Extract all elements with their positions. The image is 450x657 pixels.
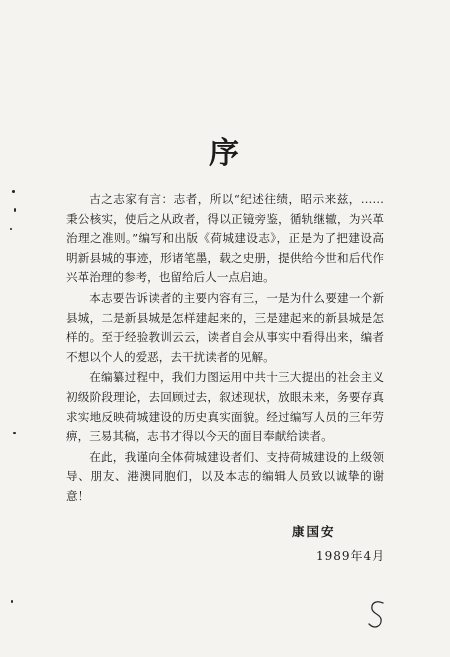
paragraph-4: 在此，我谨向全体荷城建设者们、支持荷城建设的上级领导、朋友、港澳同胞们，以及本志的编辑人员致以诚挚的谢意！ [66, 449, 384, 503]
scan-speck [12, 190, 15, 193]
scan-speck [11, 600, 13, 603]
author-name: 康国安 [292, 524, 336, 539]
scan-speck [10, 228, 12, 230]
signature-date: 1989年4月 [316, 549, 386, 563]
page-title: 序 [209, 136, 241, 171]
scan-speck [13, 432, 16, 434]
paragraph-3: 在编纂过程中，我们力图运用中共十三大提出的社会主义初级阶段理论，去回顾过去，叙述现状，放眼未来，务要存真求实地反映荷城建设的历史真实面貌。经过编写人员的三年劳痹，三易其稿，志书才得以今天的面目奉献给读者。 [66, 370, 384, 444]
paragraph-2: 本志要告诉读者的主要内容有三，一是为什么要建一个新县城，二是新县城是怎样建起来的，三是建起来的新县城是怎样的。至于经验教训云云，读者自会从事实中看得出来，编者不想以个人的爱恶，去干扰读者的见解。 [66, 290, 384, 364]
scan-speck [14, 208, 16, 212]
paragraph-1: 古之志家有言：志者，所以“纪述往绩，昭示来兹，……秉公核实，使后之从政者，得以正镜旁鉴，循轨继辙，为兴革治理之准则。”编写和出版《荷城建设志》，正是为了把建设高明新县城的事迹，形诸笔墨，载之史册，提供给今世和后代作兴革治理的参考，也留给后人一点启迪。 [66, 192, 384, 285]
